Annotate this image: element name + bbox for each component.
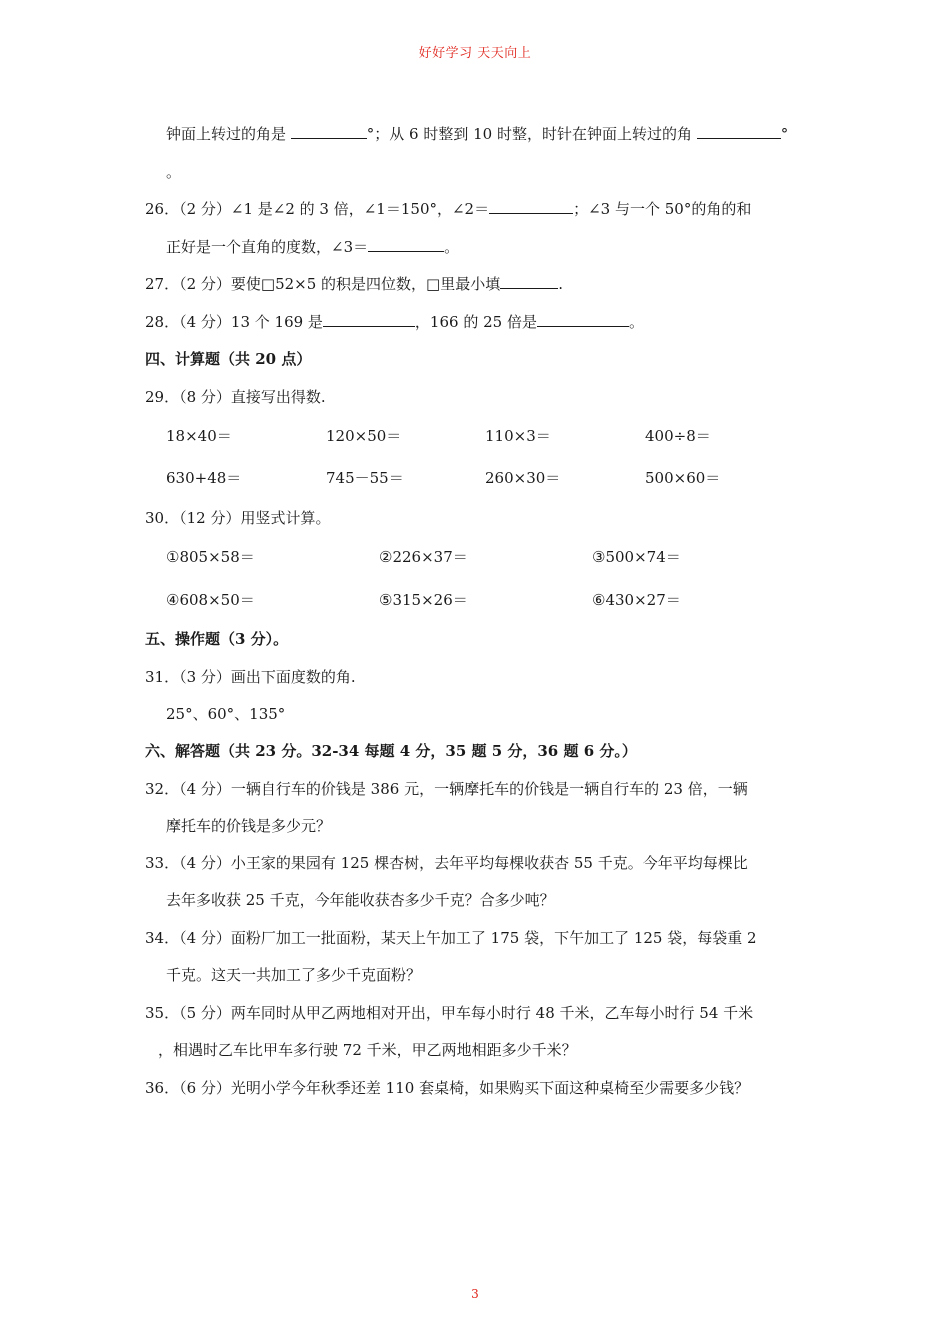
q26-text-c: 正好是一个直角的度数，∠3＝	[166, 238, 369, 256]
section-5-title: 五、操作题（3 分）。	[145, 630, 289, 648]
question-27	[145, 274, 563, 294]
q27-text-b: .	[558, 275, 563, 293]
page-number: 3	[471, 1287, 479, 1301]
question-35-line2: ，相遇时乙车比甲车多行驶 72 千米，甲乙两地相距多少千米？	[158, 1041, 577, 1059]
question-36: 36．（6 分）光明小学今年秋季还差 110 套桌椅，如果购买下面这种桌椅至少需要多少钱？	[145, 1079, 750, 1097]
answer-blank[interactable]	[489, 199, 573, 214]
q30-item: ①805×58＝	[166, 548, 255, 566]
q26-text-b: ；∠3 与一个 50°的角的和	[573, 200, 752, 218]
q29-item: 120×50＝	[326, 427, 402, 445]
answer-blank[interactable]	[500, 274, 558, 289]
answer-blank[interactable]	[697, 124, 781, 139]
question-26-line1	[145, 199, 751, 219]
question-28	[145, 312, 644, 332]
q29-item: 18×40＝	[166, 427, 232, 445]
q29-item: 400÷8＝	[645, 427, 711, 445]
q28-text-a: 28．（4 分）13 个 169 是	[145, 313, 323, 331]
q29-item: 110×3＝	[485, 427, 551, 445]
q25-text-c: °	[780, 125, 789, 143]
q30-item: ⑤315×26＝	[379, 591, 468, 609]
question-35-line1: 35．（5 分）两车同时从甲乙两地相对开出，甲车每小时行 48 千米，乙车每小时行 54 千米	[145, 1004, 754, 1022]
q28-text-c: 。	[628, 313, 644, 331]
q30-item: ④608×50＝	[166, 591, 255, 609]
q29-item: 260×30＝	[485, 469, 561, 487]
q29-item: 500×60＝	[645, 469, 721, 487]
section-4-title: 四、计算题（共 20 点）	[145, 350, 312, 368]
answer-blank[interactable]	[291, 124, 367, 139]
q29-item: 745－55＝	[326, 469, 404, 487]
question-29: 29．（8 分）直接写出得数.	[145, 388, 326, 406]
question-32-line1: 32．（4 分）一辆自行车的价钱是 386 元，一辆摩托车的价钱是一辆自行车的 23 倍，一辆	[145, 780, 748, 798]
question-30: 30．（12 分）用竖式计算。	[145, 509, 331, 527]
q26-text-a: 26．（2 分）∠1 是∠2 的 3 倍，∠1＝150°，∠2＝	[145, 200, 490, 218]
question-31: 31．（3 分）画出下面度数的角.	[145, 668, 356, 686]
answer-blank[interactable]	[537, 312, 629, 327]
question-33-line2: 去年多收获 25 千克，今年能收获杏多少千克？合多少吨？	[166, 891, 555, 909]
question-26-line2	[166, 237, 459, 257]
question-32-line2: 摩托车的价钱是多少元？	[166, 817, 332, 835]
q27-text-a: 27．（2 分）要使□52×5 的积是四位数，□里最小填	[145, 275, 501, 293]
question-33-line1: 33．（4 分）小王家的果园有 125 棵杏树，去年平均每棵收获杏 55 千克。今年平均每棵比	[145, 854, 748, 872]
q25-end: 。	[166, 163, 182, 181]
question-34-line2: 千克。这天一共加工了多少千克面粉？	[166, 966, 422, 984]
q25-text-b: °；从 6 时整到 10 时整，时针在钟面上转过的角	[366, 125, 697, 143]
q29-item: 630+48＝	[166, 469, 242, 487]
answer-blank[interactable]	[323, 312, 415, 327]
q30-item: ⑥430×27＝	[592, 591, 681, 609]
question-34-line1: 34．（4 分）面粉厂加工一批面粉，某天上午加工了 175 袋，下午加工了 125 袋，每袋重 2	[145, 929, 757, 947]
q28-text-b: ，166 的 25 倍是	[414, 313, 537, 331]
page-header: 好好学习 天天向上	[418, 46, 532, 61]
q30-item: ②226×37＝	[379, 548, 468, 566]
q31-angles: 25°、60°、135°	[166, 705, 286, 723]
section-6-title: 六、解答题（共 23 分。32-34 每题 4 分，35 题 5 分，36 题 6 分。）	[145, 742, 637, 760]
q26-text-d: 。	[444, 238, 460, 256]
q25-text-a: 钟面上转过的角是	[166, 125, 291, 143]
answer-blank[interactable]	[368, 237, 444, 252]
q30-item: ③500×74＝	[592, 548, 681, 566]
q25-continuation	[166, 124, 788, 144]
